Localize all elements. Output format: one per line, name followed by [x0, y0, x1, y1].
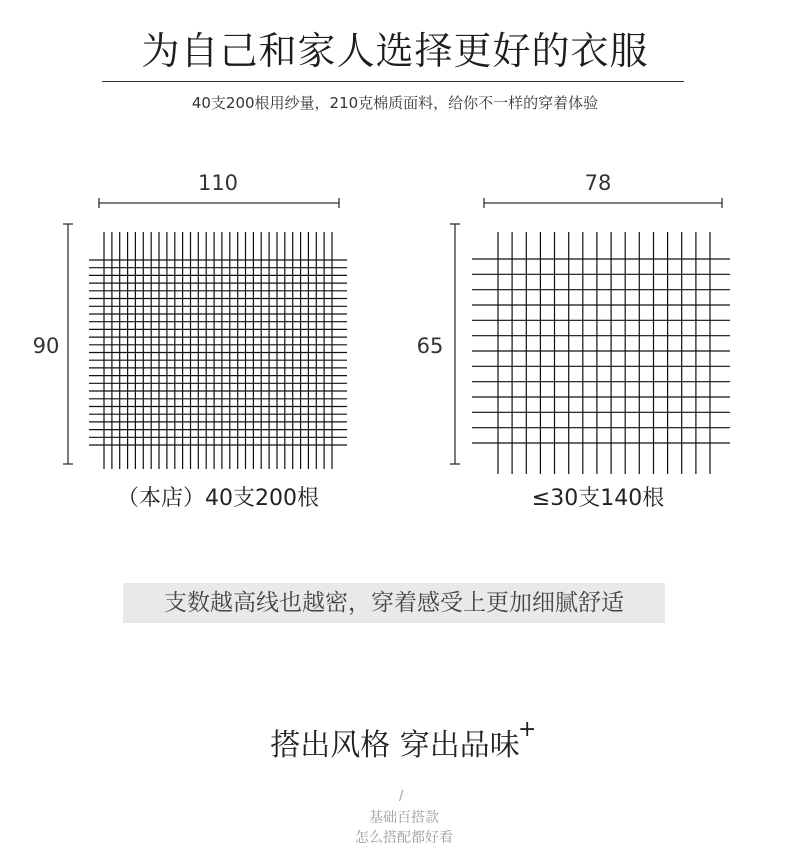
ours-width-dimension: [99, 198, 339, 208]
others-width-dimension: [484, 198, 722, 208]
others-fabric-grid: [472, 232, 730, 474]
plus-mark: +: [518, 717, 537, 742]
others-caption: ≤30支140根: [531, 486, 665, 511]
page-title: 为自己和家人选择更好的衣服: [141, 29, 649, 73]
note-text: 支数越高线也越密，穿着感受上更加细腻舒适: [164, 590, 624, 616]
ours-fabric-grid: [89, 232, 347, 469]
ours-width-label: 110: [197, 171, 239, 195]
page-subtitle: 40支200根用纱量，210克棉质面料，给你不一样的穿着体验: [191, 94, 599, 112]
note-banner: [123, 583, 665, 623]
others-height-dimension: [450, 224, 460, 464]
others-width-label: 78: [584, 171, 612, 195]
footer-line-1: 基础百搭款: [369, 810, 439, 826]
ours-height-label: 90: [32, 334, 60, 358]
footer-slash: /: [399, 789, 404, 804]
ours-caption: （本店）40支200根: [117, 486, 319, 511]
footer-line-2: 怎么搭配都好看: [355, 830, 453, 846]
slogan: 搭出风格 穿出品味: [270, 728, 520, 763]
others-height-label: 65: [416, 334, 444, 358]
ours-height-dimension: [63, 224, 73, 464]
